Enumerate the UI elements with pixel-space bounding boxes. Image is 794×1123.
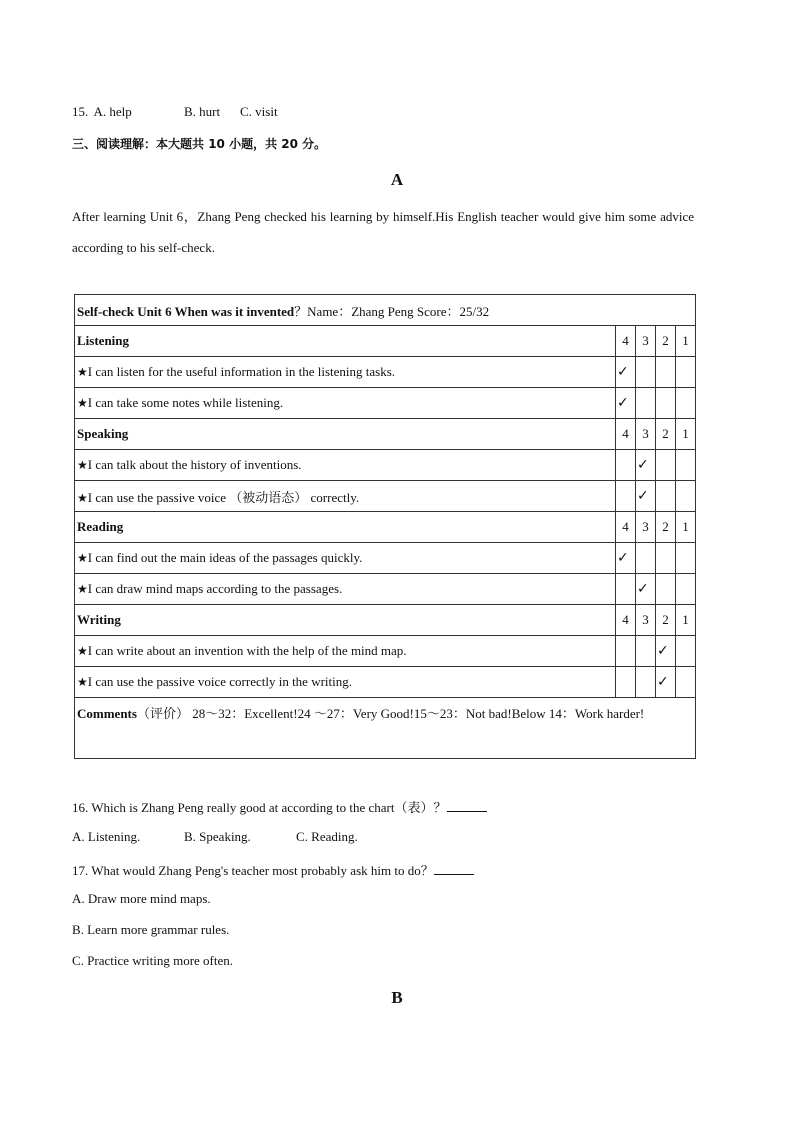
comments-label: Comments: [77, 706, 137, 721]
section-3-title-post: 分。: [297, 137, 327, 151]
q15-options: [72, 104, 278, 120]
empty-score-cell: [676, 450, 696, 481]
skill-text: I can find out the main ideas of the passages quickly.: [87, 550, 363, 565]
empty-score-cell: [676, 481, 696, 512]
empty-score-cell: [616, 636, 636, 667]
q16-answer-blank[interactable]: [447, 799, 487, 812]
q17-number: 17.: [72, 863, 89, 878]
skill-text: I can use the passive voice （被动语态） correctly.: [87, 489, 360, 505]
q17-text: What would Zhang Peng's teacher most probably ask him to do？: [88, 863, 434, 878]
q15-option-c: C. visit: [240, 104, 278, 119]
table-row: [75, 543, 696, 574]
table-row: [75, 388, 696, 419]
section-header-row: [75, 605, 696, 636]
q15-option-a: A. help: [93, 104, 132, 119]
section-name: Writing: [75, 605, 616, 636]
table-row: [75, 357, 696, 388]
q16-question: [72, 797, 487, 816]
check-mark-icon: ✓: [636, 574, 656, 605]
comments-row: [75, 698, 696, 759]
level-header: 3: [636, 605, 656, 636]
level-header: 4: [616, 605, 636, 636]
level-header: 4: [616, 512, 636, 543]
q17-option-b: B. Learn more grammar rules.: [72, 922, 230, 937]
q16-option-b: B. Speaking.: [184, 829, 251, 844]
section-header-row: [75, 419, 696, 450]
empty-score-cell: [656, 388, 676, 419]
self-check-table-body: [75, 295, 696, 759]
table-row: [75, 450, 696, 481]
level-header: 4: [616, 326, 636, 357]
q17-option-a: A. Draw more mind maps.: [72, 891, 211, 906]
level-header: 3: [636, 326, 656, 357]
q16-option-c: C. Reading.: [296, 829, 358, 844]
table-title-rest: ？Name：Zhang Peng Score：25/32: [294, 303, 490, 319]
section-3-title-pre: 三、阅读理解：本大题共: [72, 137, 209, 151]
section-3-score: 20: [281, 137, 298, 151]
empty-score-cell: [676, 667, 696, 698]
empty-score-cell: [616, 481, 636, 512]
passage-a-heading: A: [390, 170, 404, 189]
empty-score-cell: [676, 388, 696, 419]
empty-score-cell: [636, 667, 656, 698]
q15-option-b: B. hurt: [184, 104, 221, 119]
star-icon: ★: [77, 396, 88, 410]
empty-score-cell: [656, 481, 676, 512]
level-header: 1: [676, 326, 696, 357]
section-header-row: [75, 512, 696, 543]
empty-score-cell: [636, 357, 656, 388]
section-name: Speaking: [75, 419, 616, 450]
skill-item: [75, 667, 616, 698]
check-mark-icon: ✓: [616, 357, 636, 388]
q17-question: [72, 860, 474, 879]
empty-score-cell: [636, 388, 656, 419]
section-name: Listening: [75, 326, 616, 357]
comments-cell: [75, 698, 696, 759]
skill-item: [75, 543, 616, 574]
skill-text: I can draw mind maps according to the passages.: [87, 581, 343, 596]
q16-options: [72, 829, 358, 845]
check-mark-icon: ✓: [636, 450, 656, 481]
level-header: 2: [656, 326, 676, 357]
check-mark-icon: ✓: [656, 667, 676, 698]
level-header: 3: [636, 419, 656, 450]
star-icon: ★: [77, 675, 88, 689]
section-3-question-count: 10: [208, 137, 225, 151]
empty-score-cell: [676, 543, 696, 574]
empty-score-cell: [656, 574, 676, 605]
level-header: 2: [656, 512, 676, 543]
check-mark-icon: ✓: [616, 543, 636, 574]
q16-number: 16.: [72, 800, 89, 815]
empty-score-cell: [676, 574, 696, 605]
level-header: 1: [676, 605, 696, 636]
empty-score-cell: [656, 450, 676, 481]
q16-option-a: A. Listening.: [72, 829, 141, 844]
check-mark-icon: ✓: [656, 636, 676, 667]
skill-item: [75, 388, 616, 419]
empty-score-cell: [616, 574, 636, 605]
passage-a-intro: After learning Unit 6，Zhang Peng checked his learning by himself.His English teacher would give him some advice according to his self-check.: [72, 209, 694, 255]
comments-text: （评价） 28～32：Excellent!24 ～27：Very Good!15～23：Not bad!Below 14：Work harder!: [136, 706, 645, 721]
q15-number: 15.: [72, 104, 89, 119]
check-mark-icon: ✓: [616, 388, 636, 419]
level-header: 2: [656, 419, 676, 450]
empty-score-cell: [656, 357, 676, 388]
table-row: [75, 574, 696, 605]
star-icon: ★: [77, 490, 88, 505]
star-icon: ★: [77, 365, 88, 379]
table-title-bold: Self-check Unit 6 When was it invented: [77, 303, 295, 319]
level-header: 1: [676, 419, 696, 450]
level-header: 4: [616, 419, 636, 450]
table-row: [75, 667, 696, 698]
self-check-table: [74, 294, 696, 759]
q17-option-c: C. Practice writing more often.: [72, 953, 234, 968]
star-icon: ★: [77, 582, 88, 596]
empty-score-cell: [616, 450, 636, 481]
skill-item: [75, 357, 616, 388]
table-title-row: [75, 295, 696, 326]
star-icon: ★: [77, 551, 88, 565]
skill-text: I can listen for the useful information in the listening tasks.: [87, 364, 396, 379]
empty-score-cell: [656, 543, 676, 574]
star-icon: ★: [77, 458, 88, 472]
section-name: Reading: [75, 512, 616, 543]
empty-score-cell: [676, 357, 696, 388]
skill-text: I can write about an invention with the help of the mind map.: [87, 643, 407, 658]
skill-item: [75, 574, 616, 605]
skill-text: I can use the passive voice correctly in the writing.: [87, 674, 353, 689]
section-3-title: [72, 135, 326, 152]
section-3-title-mid: 小题，共: [224, 137, 282, 151]
table-title-cell: [75, 295, 696, 326]
empty-score-cell: [616, 667, 636, 698]
check-mark-icon: ✓: [636, 481, 656, 512]
empty-score-cell: [676, 636, 696, 667]
empty-score-cell: [636, 636, 656, 667]
table-row: [75, 481, 696, 512]
section-header-row: [75, 326, 696, 357]
star-icon: ★: [77, 644, 88, 658]
passage-b-heading: B: [391, 988, 403, 1007]
q16-text: Which is Zhang Peng really good at according to the chart（表）？: [88, 800, 447, 815]
table-row: [75, 636, 696, 667]
skill-item: [75, 450, 616, 481]
skill-text: I can take some notes while listening.: [87, 395, 284, 410]
q17-answer-blank[interactable]: [434, 862, 474, 875]
empty-score-cell: [636, 543, 656, 574]
skill-item: [75, 481, 616, 512]
skill-text: I can talk about the history of inventions.: [87, 457, 302, 472]
level-header: 1: [676, 512, 696, 543]
level-header: 3: [636, 512, 656, 543]
level-header: 2: [656, 605, 676, 636]
skill-item: [75, 636, 616, 667]
